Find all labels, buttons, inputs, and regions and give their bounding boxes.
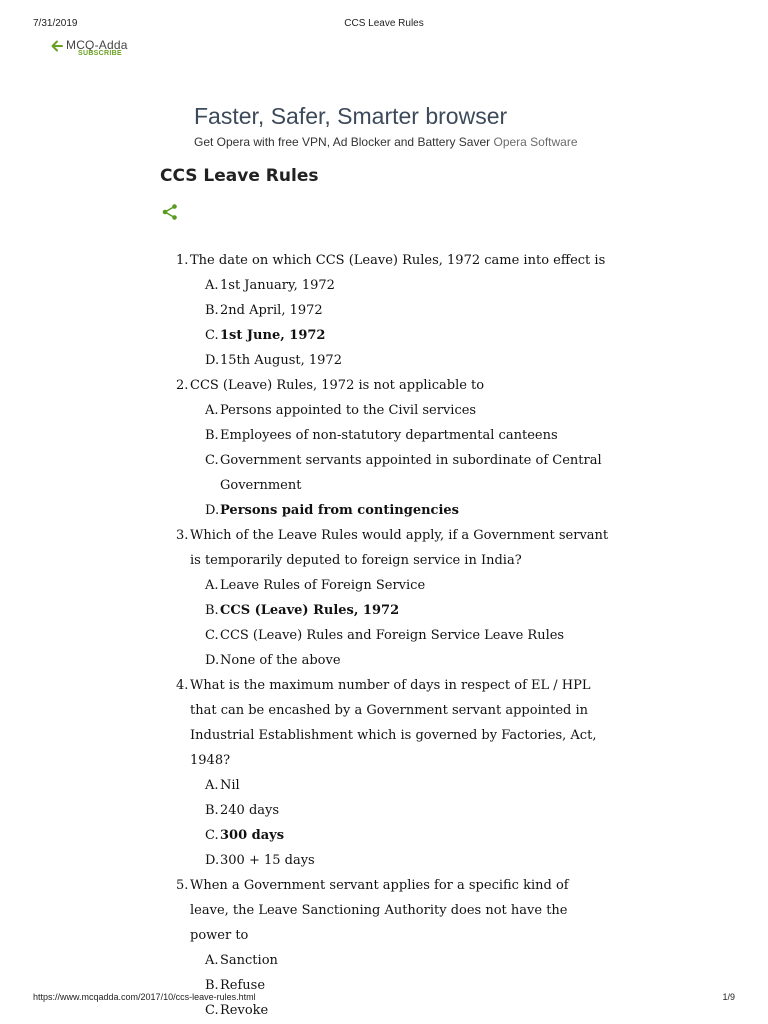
- answer-option: [205, 773, 610, 798]
- option-letter: A.: [205, 403, 219, 418]
- share-icon[interactable]: [161, 203, 179, 221]
- option-text: CCS (Leave) Rules and Foreign Service Leave Rules: [220, 628, 565, 643]
- correct-answer-text: CCS (Leave) Rules, 1972: [220, 603, 400, 618]
- ad-sponsor[interactable]: Opera Software: [493, 135, 578, 149]
- question-number: 4.: [176, 678, 189, 693]
- question-number: 5.: [176, 878, 189, 893]
- answer-option: [205, 598, 610, 623]
- option-text: 1st January, 1972: [220, 278, 335, 293]
- option-text: 300 + 15 days: [220, 853, 315, 868]
- question-item: [176, 373, 610, 523]
- answer-option: [205, 448, 610, 498]
- print-date: 7/31/2019: [33, 18, 78, 29]
- answer-option: [205, 948, 610, 973]
- option-text: Refuse: [220, 978, 266, 993]
- page-number: 1/9: [722, 992, 735, 1002]
- option-text: None of the above: [220, 653, 341, 668]
- option-letter: C.: [205, 828, 219, 843]
- option-text: 15th August, 1972: [220, 353, 342, 368]
- option-letter: A.: [205, 953, 219, 968]
- question-number: 3.: [176, 528, 189, 543]
- print-title: CCS Leave Rules: [344, 18, 424, 29]
- option-list: [190, 948, 610, 1023]
- option-letter: B.: [205, 303, 219, 318]
- answer-option: [205, 848, 610, 873]
- option-letter: A.: [205, 778, 219, 793]
- page-title: CCS Leave Rules: [160, 166, 319, 186]
- answer-option: [205, 298, 610, 323]
- answer-option: [205, 798, 610, 823]
- option-letter: D.: [205, 853, 220, 868]
- answer-option: [205, 623, 610, 648]
- question-number: 2.: [176, 378, 189, 393]
- option-letter: D.: [205, 653, 220, 668]
- question-text: CCS (Leave) Rules, 1972 is not applicable to: [190, 378, 485, 393]
- ad-description: Get Opera with free VPN, Ad Blocker and Battery Saver: [194, 135, 491, 149]
- print-footer: [33, 992, 735, 1006]
- option-letter: C.: [205, 328, 219, 343]
- option-letter: A.: [205, 578, 219, 593]
- option-text: Leave Rules of Foreign Service: [220, 578, 426, 593]
- option-list: [190, 273, 610, 373]
- option-letter: C.: [205, 1003, 219, 1018]
- option-list: [190, 573, 610, 673]
- answer-option: [205, 573, 610, 598]
- answer-option: [205, 273, 610, 298]
- question-item: [176, 248, 610, 373]
- question-text: What is the maximum number of days in respect of EL / HPL that can be encashed by a Government servant appointed in Industrial Establishment which is governed by Factories, Act, 1948?: [190, 678, 597, 768]
- option-letter: B.: [205, 428, 219, 443]
- question-text: Which of the Leave Rules would apply, if a Government servant is temporarily deputed to foreign service in India?: [190, 528, 609, 568]
- correct-answer-text: 300 days: [220, 828, 285, 843]
- answer-option: [205, 348, 610, 373]
- option-text: Revoke: [220, 1003, 269, 1018]
- option-letter: B.: [205, 603, 219, 618]
- correct-answer-text: 1st June, 1972: [220, 328, 326, 343]
- answer-option: [205, 398, 610, 423]
- answer-option: [205, 648, 610, 673]
- answer-option: [205, 423, 610, 448]
- correct-answer-text: Persons paid from contingencies: [220, 503, 459, 518]
- page-url: https://www.mcqadda.com/2017/10/ccs-leave-rules.html: [33, 992, 256, 1002]
- quiz-content: [176, 248, 610, 1023]
- print-header: [33, 18, 735, 32]
- option-letter: B.: [205, 978, 219, 993]
- option-text: Employees of non-statutory departmental canteens: [220, 428, 558, 443]
- option-letter: D.: [205, 503, 220, 518]
- question-list: [176, 248, 610, 1023]
- question-text: When a Government servant applies for a specific kind of leave, the Leave Sanctioning Authority does not have the power to: [190, 878, 569, 943]
- brand-name: MCQ-Adda: [66, 38, 128, 52]
- option-list: [190, 773, 610, 873]
- ad-subline: [194, 134, 614, 150]
- option-letter: C.: [205, 628, 219, 643]
- question-item: [176, 523, 610, 673]
- question-number: 1.: [176, 253, 189, 268]
- option-letter: A.: [205, 278, 219, 293]
- subscribe-label[interactable]: SUBSCRIBE: [78, 50, 122, 57]
- answer-option: [205, 498, 610, 523]
- option-text: Government servants appointed in subordinate of Central Government: [220, 453, 602, 493]
- option-text: 240 days: [220, 803, 280, 818]
- option-text: 2nd April, 1972: [220, 303, 323, 318]
- option-letter: D.: [205, 353, 220, 368]
- option-letter: C.: [205, 453, 219, 468]
- option-text: Sanction: [220, 953, 278, 968]
- site-logo[interactable]: [50, 39, 140, 61]
- answer-option: [205, 323, 610, 348]
- ad-headline[interactable]: Faster, Safer, Smarter browser: [194, 103, 508, 129]
- option-list: [190, 398, 610, 523]
- ad-banner[interactable]: [194, 101, 614, 150]
- question-text: The date on which CCS (Leave) Rules, 1972 came into effect is: [190, 253, 606, 268]
- option-text: Nil: [220, 778, 240, 793]
- question-item: [176, 673, 610, 873]
- option-letter: B.: [205, 803, 219, 818]
- back-arrow-icon[interactable]: [50, 39, 64, 53]
- option-text: Persons appointed to the Civil services: [220, 403, 477, 418]
- answer-option: [205, 823, 610, 848]
